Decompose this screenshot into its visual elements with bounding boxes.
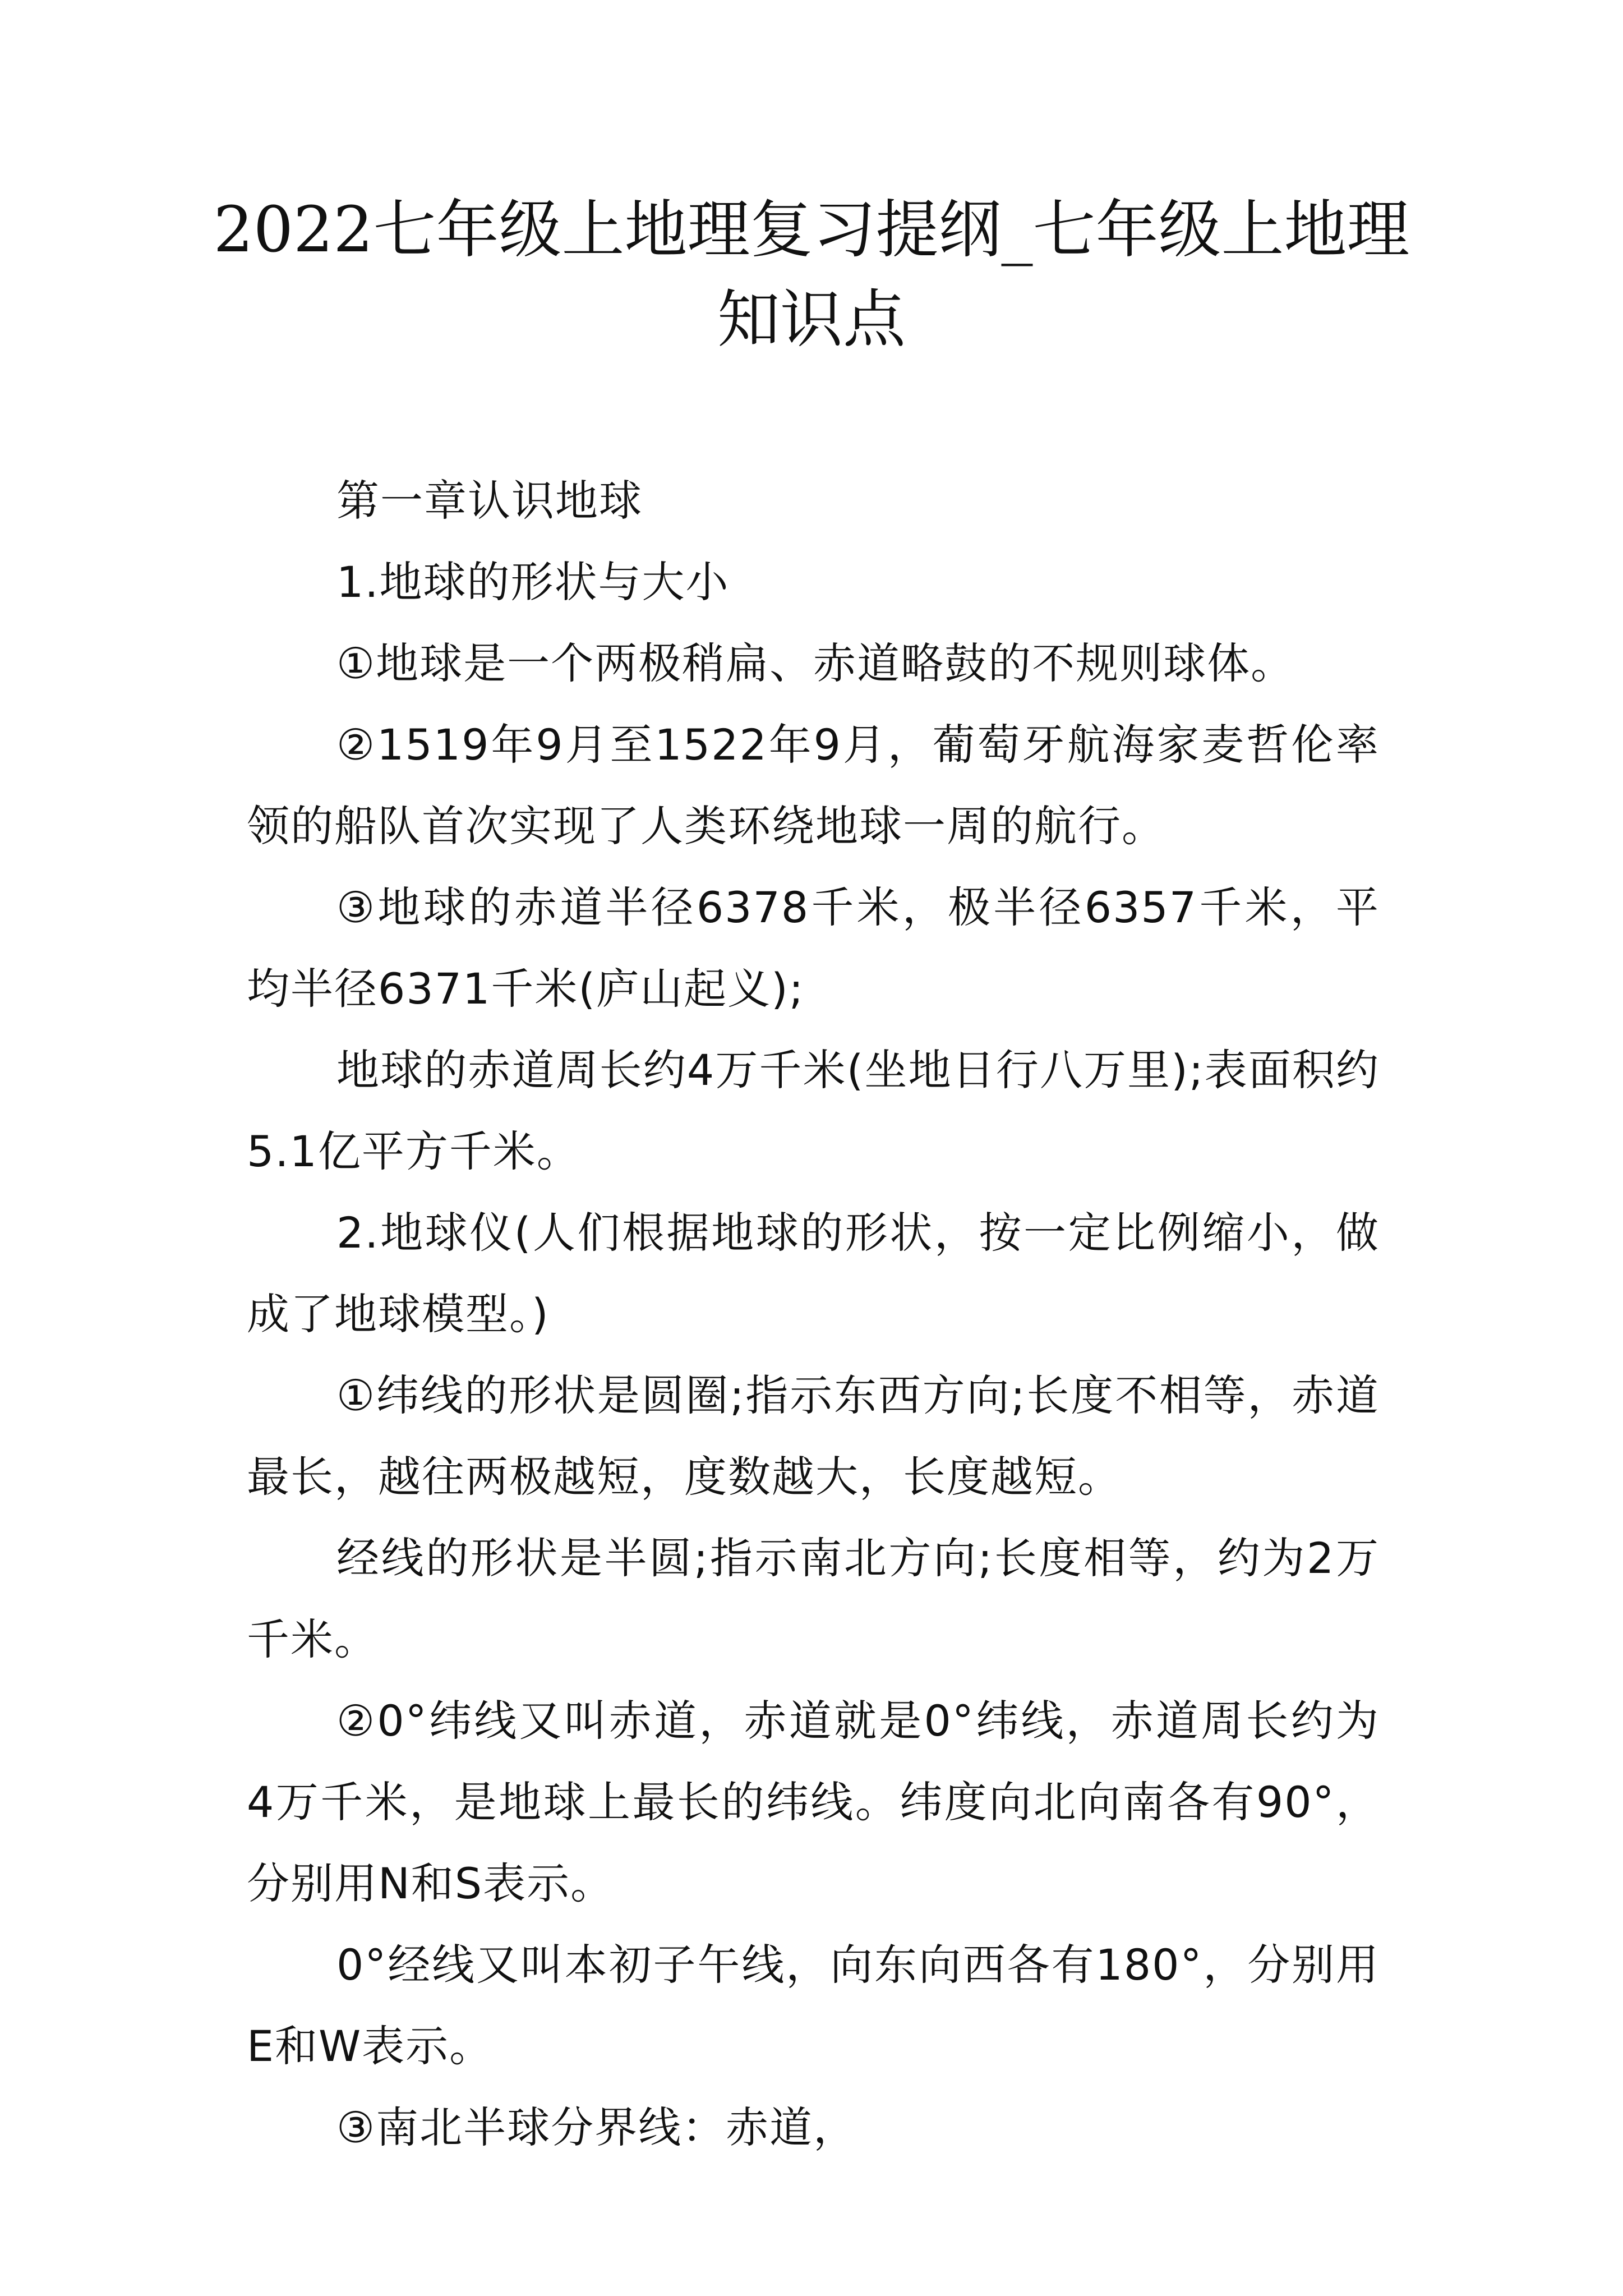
body-paragraph: 地球的赤道周长约4万千米(坐地日行八万里);表面积约5.1亿平方千米。 <box>247 1045 1380 1176</box>
document-body <box>247 460 1380 2168</box>
section-heading: 1.地球的形状与大小 <box>336 557 730 607</box>
document-title <box>213 185 1410 365</box>
body-paragraph: ③南北半球分界线：赤道， <box>336 2102 857 2152</box>
body-paragraph: 经线的形状是半圆;指示南北方向;长度相等，约为2万千米。 <box>247 1533 1380 1664</box>
title-line-1: 2022七年级上地理复习提纲_七年级上地理 <box>213 194 1410 266</box>
body-paragraph: ②1519年9月至1522年9月，葡萄牙航海家麦哲伦率领的船队首次实现了人类环绕地球一周的航行。 <box>247 720 1380 851</box>
body-paragraph: ③地球的赤道半径6378千米，极半径6357千米，平均半径6371千米(庐山起义); <box>247 882 1380 1014</box>
section-heading: 2.地球仪(人们根据地球的形状，按一定比例缩小，做成了地球模型。) <box>247 1208 1380 1339</box>
body-paragraph: ②0°纬线又叫赤道，赤道就是0°纬线，赤道周长约为4万千米，是地球上最长的纬线。纬度向北向南各有90°，分别用N和S表示。 <box>247 1696 1380 1908</box>
chapter-heading: 第一章认识地球 <box>336 476 643 526</box>
body-paragraph: 0°经线又叫本初子午线，向东向西各有180°，分别用E和W表示。 <box>247 1940 1380 2071</box>
body-paragraph: ①地球是一个两极稍扁、赤道略鼓的不规则球体。 <box>336 638 1295 688</box>
title-line-2: 知识点 <box>717 283 906 356</box>
body-paragraph: ①纬线的形状是圆圈;指示东西方向;长度不相等，赤道最长，越往两极越短，度数越大，长度越短。 <box>247 1370 1380 1502</box>
